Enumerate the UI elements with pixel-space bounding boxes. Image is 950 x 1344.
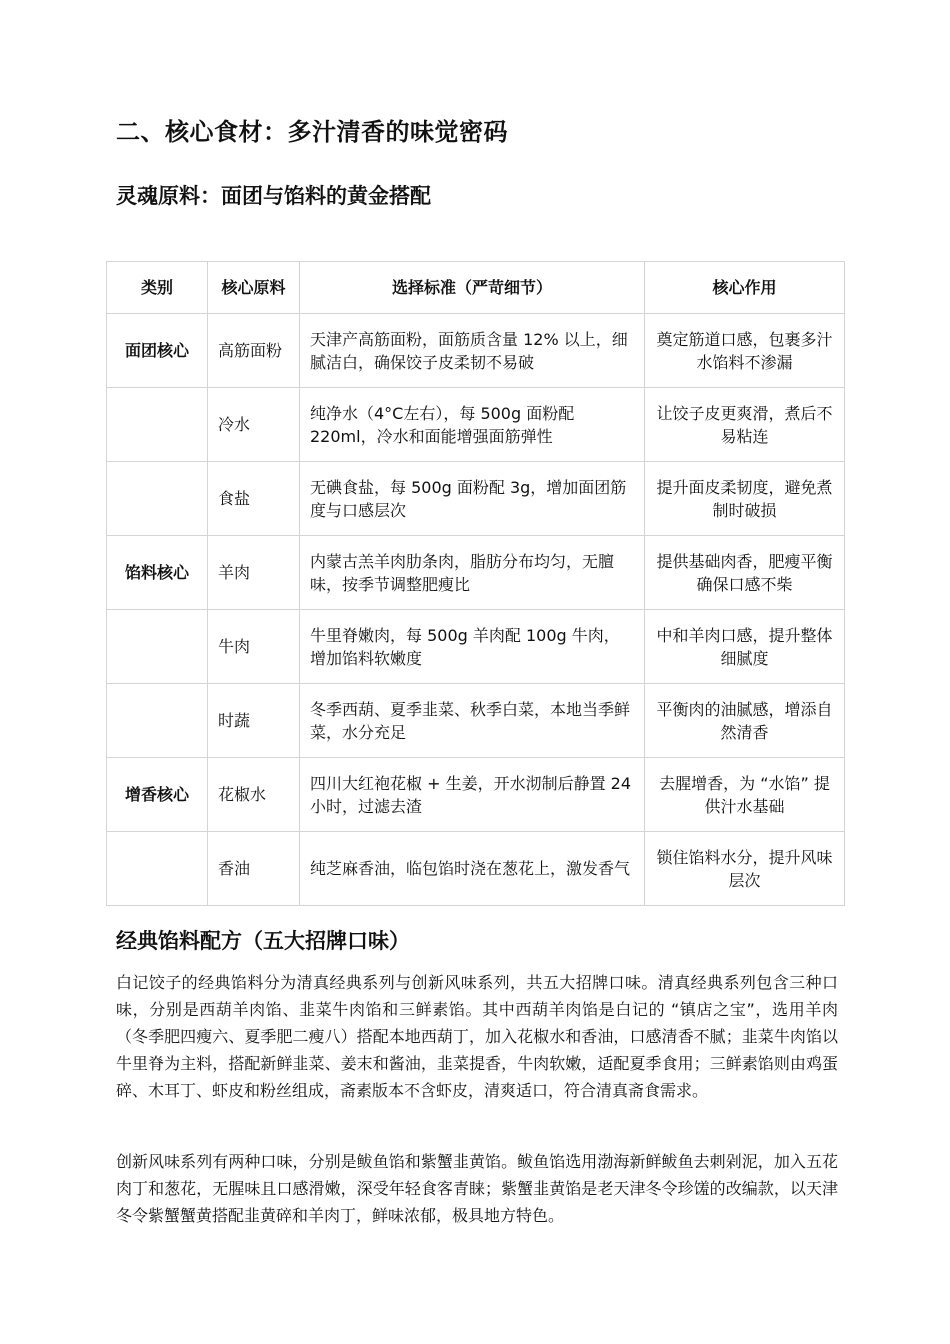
- table-row: [107, 462, 845, 536]
- table-row: [107, 388, 845, 462]
- table-row: [107, 758, 845, 832]
- role-cell: 奠定筋道口感，包裹多汁水馅料不渗漏: [645, 314, 845, 388]
- role-cell: 中和羊肉口感，提升整体细腻度: [645, 610, 845, 684]
- header-standard: 选择标准（严苛细节）: [300, 262, 645, 314]
- header-role: 核心作用: [645, 262, 845, 314]
- category-cell: [107, 610, 208, 684]
- table-row: [107, 314, 845, 388]
- subsection-title: 灵魂原料：面团与馅料的黄金搭配: [116, 184, 431, 208]
- table-row: [107, 536, 845, 610]
- role-cell: 去腥增香，为 “水馅” 提供汁水基础: [645, 758, 845, 832]
- ingredient-cell: 牛肉: [208, 610, 300, 684]
- standard-cell: 无碘食盐，每 500g 面粉配 3g，增加面团筋度与口感层次: [300, 462, 645, 536]
- category-cell: 馅料核心: [107, 536, 208, 610]
- paragraph-creative-series: 创新风味系列有两种口味，分别是鲅鱼馅和紫蟹韭黄馅。鲅鱼馅选用渤海新鲜鲅鱼去刺剁泥，加入五花肉丁和葱花，无腥味且口感滑嫩，深受年轻食客青睐；紫蟹韭黄馅是老天津冬令珍馐的改编款，以天津冬令紫蟹蟹黄搭配韭黄碎和羊肉丁，鲜味浓郁，极具地方特色。: [116, 1152, 838, 1225]
- ingredients-table: [106, 261, 845, 906]
- ingredient-cell: 羊肉: [208, 536, 300, 610]
- role-cell: 平衡肉的油腻感，增添自然清香: [645, 684, 845, 758]
- standard-cell: 纯净水（4°C左右），每 500g 面粉配 220ml，冷水和面能增强面筋弹性: [300, 388, 645, 462]
- standard-cell: 冬季西葫、夏季韭菜、秋季白菜，本地当季鲜菜，水分充足: [300, 684, 645, 758]
- standard-cell: 牛里脊嫩肉，每 500g 羊肉配 100g 牛肉，增加馅料软嫩度: [300, 610, 645, 684]
- standard-cell: 纯芝麻香油，临包馅时浇在葱花上，激发香气: [300, 832, 645, 906]
- table-header-row: [107, 262, 845, 314]
- table-row: [107, 832, 845, 906]
- recipes-title: 经典馅料配方（五大招牌口味）: [116, 929, 410, 953]
- table-row: [107, 610, 845, 684]
- ingredient-cell: 食盐: [208, 462, 300, 536]
- header-category: 类别: [107, 262, 208, 314]
- standard-cell: 内蒙古羔羊肉肋条肉，脂肪分布均匀，无膻味，按季节调整肥瘦比: [300, 536, 645, 610]
- ingredient-cell: 高筋面粉: [208, 314, 300, 388]
- category-cell: [107, 832, 208, 906]
- category-cell: [107, 462, 208, 536]
- ingredient-cell: 花椒水: [208, 758, 300, 832]
- role-cell: 让饺子皮更爽滑，煮后不易粘连: [645, 388, 845, 462]
- category-cell: 面团核心: [107, 314, 208, 388]
- role-cell: 锁住馅料水分，提升风味层次: [645, 832, 845, 906]
- category-cell: [107, 388, 208, 462]
- paragraph-classic-series: 白记饺子的经典馅料分为清真经典系列与创新风味系列，共五大招牌口味。清真经典系列包含三种口味，分别是西葫羊肉馅、韭菜牛肉馅和三鲜素馅。其中西葫羊肉馅是白记的 “镇店之宝”，选用羊肉（冬季肥四瘦六、夏季肥二瘦八）搭配本地西葫丁，加入花椒水和香油，口感清香不腻；韭菜牛肉馅以牛里脊为主料，搭配新鲜韭菜、姜末和酱油，韭菜提香，牛肉软嫩，适配夏季食用；三鲜素馅则由鸡蛋碎、木耳丁、虾皮和粉丝组成，斋素版本不含虾皮，清爽适口，符合清真斋食需求。: [116, 973, 838, 1100]
- header-ingredient: 核心原料: [208, 262, 300, 314]
- role-cell: 提升面皮柔韧度，避免煮制时破损: [645, 462, 845, 536]
- category-cell: [107, 684, 208, 758]
- standard-cell: 天津产高筋面粉，面筋质含量 12% 以上，细腻洁白，确保饺子皮柔韧不易破: [300, 314, 645, 388]
- standard-cell: 四川大红袍花椒 + 生姜，开水沏制后静置 24 小时，过滤去渣: [300, 758, 645, 832]
- role-cell: 提供基础肉香，肥瘦平衡确保口感不柴: [645, 536, 845, 610]
- ingredient-cell: 香油: [208, 832, 300, 906]
- ingredient-cell: 冷水: [208, 388, 300, 462]
- section-title: 二、核心食材：多汁清香的味觉密码: [116, 118, 508, 146]
- category-cell: 增香核心: [107, 758, 208, 832]
- table-row: [107, 684, 845, 758]
- ingredient-cell: 时蔬: [208, 684, 300, 758]
